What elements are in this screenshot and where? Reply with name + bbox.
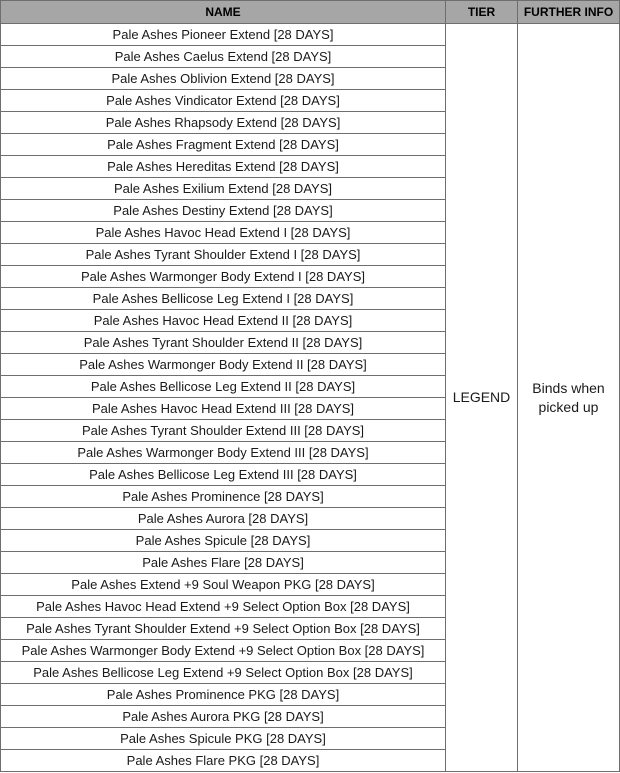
item-name-cell: Pale Ashes Oblivion Extend [28 DAYS] [1, 68, 446, 90]
item-name-cell: Pale Ashes Destiny Extend [28 DAYS] [1, 200, 446, 222]
item-name-cell: Pale Ashes Warmonger Body Extend I [28 DAYS] [1, 266, 446, 288]
header-name: NAME [1, 1, 446, 24]
item-name-cell: Pale Ashes Tyrant Shoulder Extend +9 Select Option Box [28 DAYS] [1, 618, 446, 640]
item-name-cell: Pale Ashes Bellicose Leg Extend II [28 DAYS] [1, 376, 446, 398]
tier-cell: LEGEND [446, 24, 518, 772]
item-name-cell: Pale Ashes Caelus Extend [28 DAYS] [1, 46, 446, 68]
item-name-cell: Pale Ashes Flare [28 DAYS] [1, 552, 446, 574]
item-name-cell: Pale Ashes Bellicose Leg Extend III [28 DAYS] [1, 464, 446, 486]
table-row [1, 24, 620, 46]
item-name-cell: Pale Ashes Tyrant Shoulder Extend III [28 DAYS] [1, 420, 446, 442]
item-name-cell: Pale Ashes Exilium Extend [28 DAYS] [1, 178, 446, 200]
item-name-cell: Pale Ashes Prominence PKG [28 DAYS] [1, 684, 446, 706]
item-name-cell: Pale Ashes Rhapsody Extend [28 DAYS] [1, 112, 446, 134]
item-name-cell: Pale Ashes Havoc Head Extend II [28 DAYS] [1, 310, 446, 332]
item-name-cell: Pale Ashes Fragment Extend [28 DAYS] [1, 134, 446, 156]
item-name-cell: Pale Ashes Hereditas Extend [28 DAYS] [1, 156, 446, 178]
item-name-cell: Pale Ashes Havoc Head Extend III [28 DAYS] [1, 398, 446, 420]
item-name-cell: Pale Ashes Bellicose Leg Extend +9 Select Option Box [28 DAYS] [1, 662, 446, 684]
item-name-cell: Pale Ashes Prominence [28 DAYS] [1, 486, 446, 508]
item-name-cell: Pale Ashes Warmonger Body Extend III [28 DAYS] [1, 442, 446, 464]
item-name-cell: Pale Ashes Warmonger Body Extend II [28 DAYS] [1, 354, 446, 376]
item-name-cell: Pale Ashes Havoc Head Extend +9 Select Option Box [28 DAYS] [1, 596, 446, 618]
item-name-cell: Pale Ashes Aurora [28 DAYS] [1, 508, 446, 530]
item-name-cell: Pale Ashes Havoc Head Extend I [28 DAYS] [1, 222, 446, 244]
item-name-cell: Pale Ashes Aurora PKG [28 DAYS] [1, 706, 446, 728]
header-further-info: FURTHER INFO [518, 1, 620, 24]
item-name-cell: Pale Ashes Vindicator Extend [28 DAYS] [1, 90, 446, 112]
header-tier: TIER [446, 1, 518, 24]
further-info-cell: Binds when picked up [518, 24, 620, 772]
item-name-cell: Pale Ashes Warmonger Body Extend +9 Select Option Box [28 DAYS] [1, 640, 446, 662]
item-name-cell: Pale Ashes Pioneer Extend [28 DAYS] [1, 24, 446, 46]
item-name-cell: Pale Ashes Spicule [28 DAYS] [1, 530, 446, 552]
item-name-cell: Pale Ashes Flare PKG [28 DAYS] [1, 750, 446, 772]
item-name-cell: Pale Ashes Extend +9 Soul Weapon PKG [28 DAYS] [1, 574, 446, 596]
header-row [1, 1, 620, 24]
item-name-cell: Pale Ashes Bellicose Leg Extend I [28 DAYS] [1, 288, 446, 310]
item-name-cell: Pale Ashes Tyrant Shoulder Extend II [28 DAYS] [1, 332, 446, 354]
item-name-cell: Pale Ashes Spicule PKG [28 DAYS] [1, 728, 446, 750]
table-body [1, 24, 620, 772]
item-name-cell: Pale Ashes Tyrant Shoulder Extend I [28 DAYS] [1, 244, 446, 266]
